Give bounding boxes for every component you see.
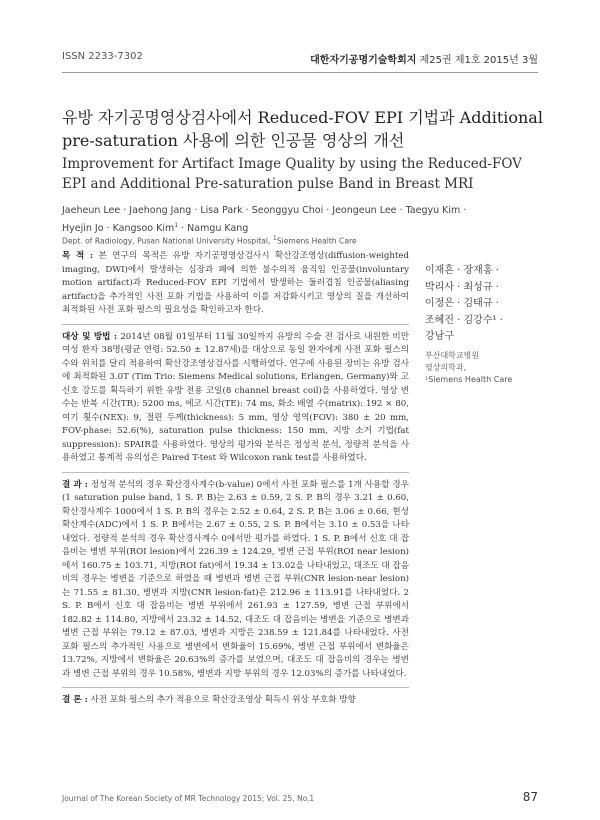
abstract-conclusion: 결 론 : 사전 포화 펄스의 추가 적용으로 확산강조영상 획득시 위상 부호화 방향 [62,695,356,705]
abstract-methods: 대상 및 방법 : 2014년 08월 01일부터 11월 30일까지 유방의 수술 전 검사로 내원한 비만 여성 환자 38명(평균 연령: 52.50 ± 12.87세)을 대상으로 동일 환자에게 사전 포화 펄스의 수와 위치를 달리 적용하여 확산강조영상검사를 시행하였다. 연구에 사용된 장비는 유방 검사에 최적화된 3.0T (Tim Trio: Siemens Medical solutions, Erlangen, Germany)와 고신호 강도를 획득하기 위한 유방 전용 코일(8 channel breast coil)을 사용하였다. 영상 변수는 반복 시간(TR): 5200 ms, 에코 시간(TE): 74 ms, 화소 배열 수(matrix): 192 × 80, 여기 횟수(NEX): 9, 절편 두께(thickness): 5 mm, 영상 영역(FOV): 380 ± 20 mm, FOV-phase: 52.6(%), saturation pulse thickness: 150 mm, 지방 소거 기법(fat suppression): SPAIR를 사용하였다. 영상의 평가와 분석은 정성적 분석, 정량적 분석을 사용하였고 통계적 유의성은 Paired T-test 와 Wilcoxon rank test를 사용하였다. [62,331,409,463]
section-divider [62,324,409,325]
section-divider [62,687,409,688]
journal-citation [310,51,538,66]
korean-title: 유방 자기공명영상검사에서 Reduced-FOV EPI 기법과 Additional pre-saturation 사용에 의한 인공물 영상의 개선 [62,108,543,150]
abstract-purpose: 목 적 : 본 연구의 목적은 유방 자기공명영상검사시 확산강조영상(diffusion-weighted imaging, DWI)에서 발생하는 심장과 폐에 의한 불수의적 움직임 인공물(involuntary motion artifact)과 Reduced-FOV EPI 기법에서 발생하는 둘러겹침 인공물(aliasing artifact)을 추가적인 사전 포화 기법을 사용하여 이를 저감화시키고 영상의 질을 개선하여 최적화된 사전 포화 펄스의 필요성을 확인하고자 한다. [62,251,409,315]
running-header [62,51,538,66]
affiliation: Dept. of Radiology, Pusan National University Hospital, $^1$Siemens Health Care [62,235,357,246]
korean-author-sidebar [425,263,545,386]
korean-affiliation: 부산대학교병원 영상의학과, [425,350,480,372]
abstract-results: 결 과 : 정성적 분석의 경우 확산경사계수(b-value) 0에서 사전 포화 펄스를 1개 사용할 경우(1 saturation pulse band, 1 S. P. B)는 2.63 ± 0.59, 2 S. P. B의 경우 3.21 ± 0.60, 확산경사계수 1000에서 1 S. P. B의 경우는 2.52 ± 0.64, 2 S. P. B는 3.06 ± 0.66, 현성확산계수(ADC)에서 1 S. P. B에서는 2.67 ± 0.55, 2 S. P. B에서는 3.10 ± 0.53을 나타내었다. 정량적 분석의 경우 확산경사계수 0에서만 평가를 하였다. 1 S. P. B에서 신호 대 잡음비는 병변 부위(ROI lesion)에서 226.39 ± 124.29, 병변 근접 부위(ROI near lesion)에서 160.75 ± 103.71, 지방(ROI fat)에서 19.34 ± 13.02을 나타내었고, 대조도 대 잡음비의 경우는 병변을 기준으로 하였을 때 병변과 병변 근접 부위(CNR lesion-near lesion)는 71.55 ± 81.30, 병변과 지방(CNR lesion-fat)은 212.96 ± 113.91를 나타내었다. 2 S. P. B에서 신호 대 잡음비는 병변 부위에서 261.93 ± 127.59, 병변 근접 부위에서 182.82 ± 114.80, 지방에서 23.32 ± 14.52, 대조도 대 잡음비는 병변을 기준으로 병변과 병변 근접 부위는 79.12 ± 87.03, 병변과 지방은 238.59 ± 121.84를 나타내었다. 사전 포화 펄스의 추가적인 사용으로 병변에서 변화율이 15.69%, 병변 근접 부위에서 변화율은 13.72%, 지방에서 변화율은 20.63%의 증가를 보였으며, 대조도 대 잡음비의 경우는 병변과 병변 근접 부위의 경우 10.58%, 병변과 지방 부위의 경우 12.03%의 증가를 나타내었다. [62,479,409,679]
abstract [62,250,409,770]
author-list [62,203,530,236]
journal-name: 대한자기공명기술학회지 [310,55,417,66]
author-line-2: Hyejin Jo · Kangsoo Kim$^1$ · Namgu Kang [62,222,249,235]
journal-issue: 제25권 제1호 2015년 3월 [419,55,538,66]
page-number: 87 [522,790,538,804]
footer-citation: Journal of The Korean Society of MR Technology 2015; Vol. 25, No.1 [62,794,315,803]
english-title: Improvement for Artifact Image Quality by using the Reduced-FOV EPI and Additional Pre-saturation pulse Band in Breast MRI [62,156,522,192]
section-divider [62,472,409,473]
page-footer [62,790,538,804]
sidebar-affiliation-en: ¹Siemens Health Care [425,374,513,384]
header-rule [62,72,538,73]
issn: ISSN 2233-7302 [62,51,143,62]
author-line-1: Jaeheun Lee · Jaehong Jang · Lisa Park · Seonggyu Choi · Jeongeun Lee · Taegyu Kim · [62,205,467,216]
korean-author-names: 이재흔 · 장재홍 · 박리사 · 최성규 · 이정은 · 김태규 · 조혜진 · 김강수¹ · 강남구 [425,265,503,342]
